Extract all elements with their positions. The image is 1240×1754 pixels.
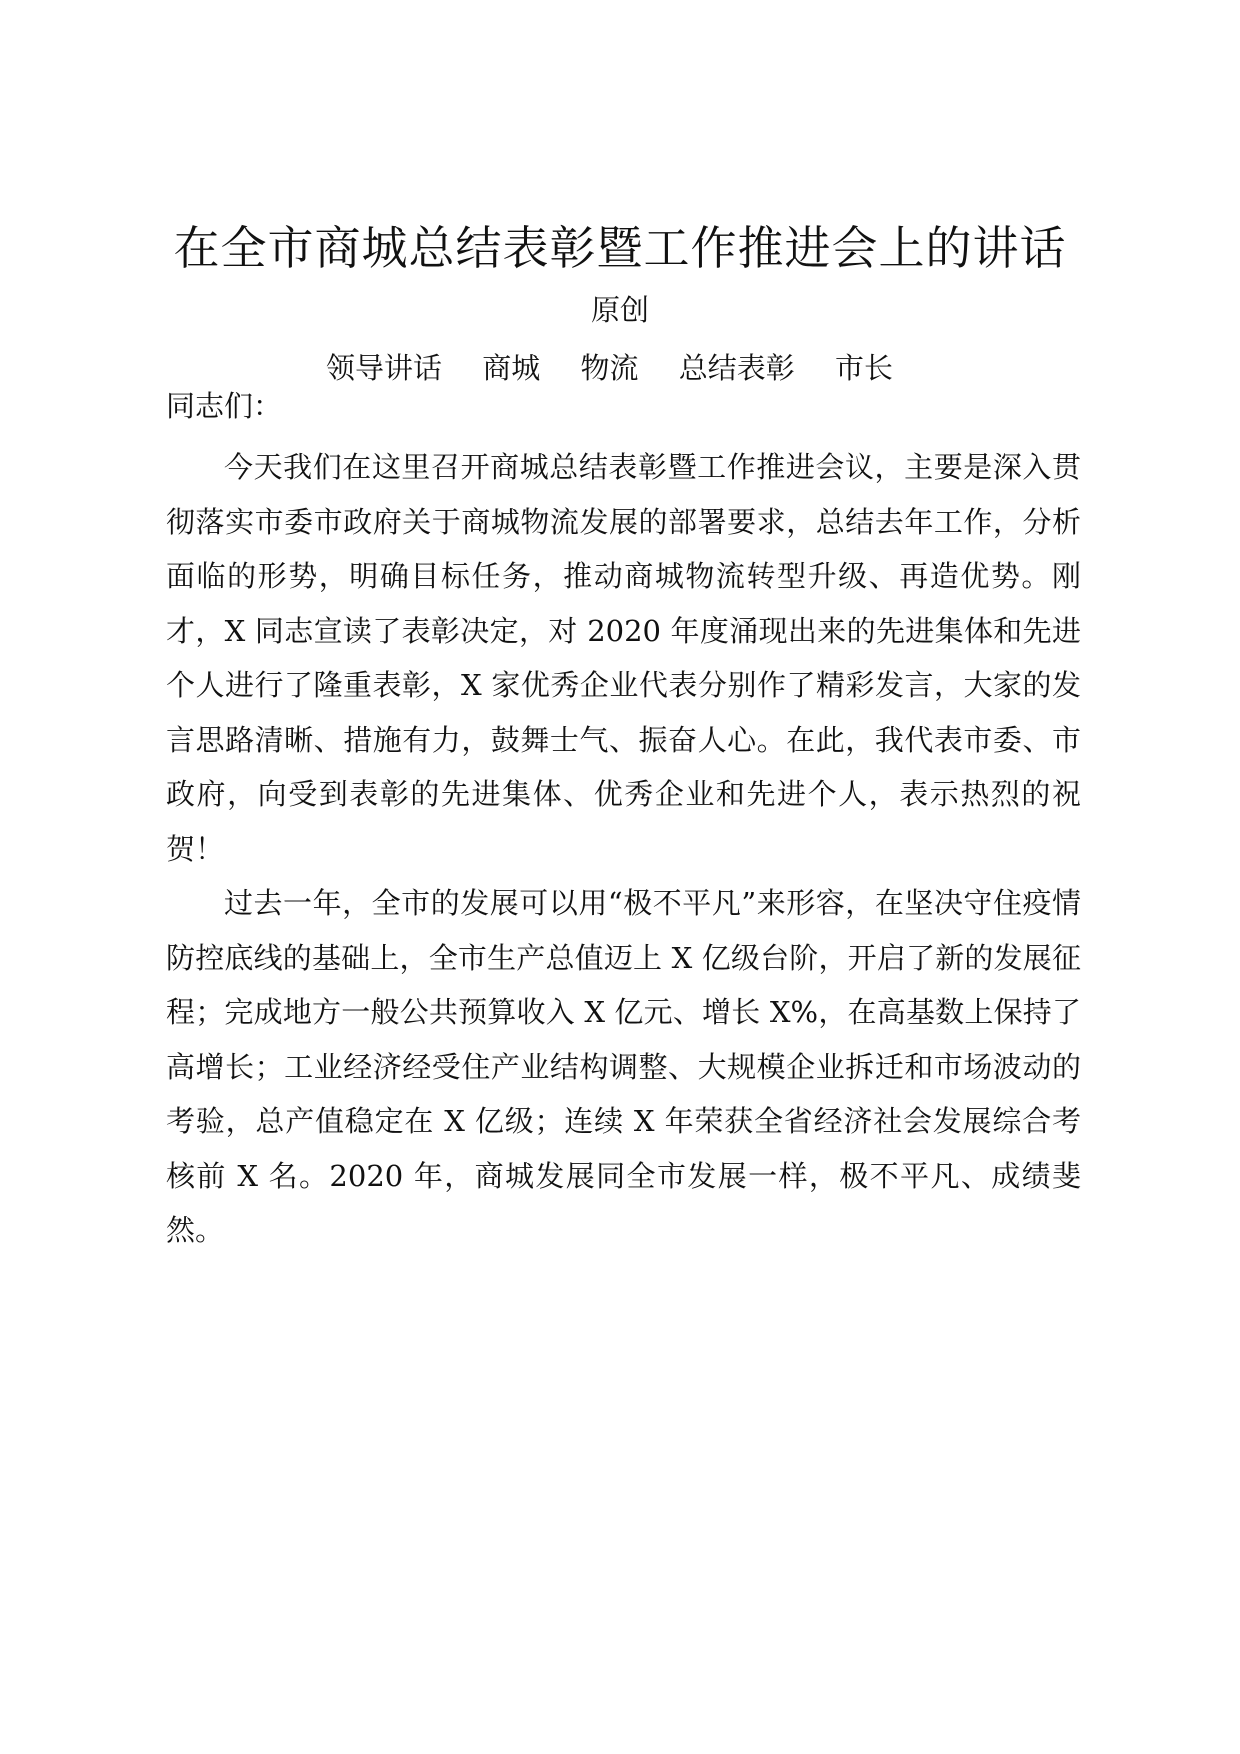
- document-subtitle: 原创: [590, 293, 649, 327]
- paragraph: 今天我们在这里召开商城总结表彰暨工作推进会议，主要是深入贯彻落实市委市政府关于商城物流发展的部署要求，总结去年工作，分析面临的形势，明确目标任务，推动商城物流转型升级、再造优势。刚才，X 同志宣读了表彰决定，对 2020 年度涌现出来的先进集体和先进个人进行了隆重表彰，X 家优秀企业代表分别作了精彩发言，大家的发言思路清晰、措施有力，鼓舞士气、振奋人心。在此，我代表市委、市政府，向受到表彰的先进集体、优秀企业和先进个人，表示热烈的祝贺！: [166, 450, 1081, 866]
- keyword-list: [326, 348, 893, 388]
- salutation: 同志们：: [166, 389, 283, 423]
- keyword-item: 市长: [834, 351, 893, 385]
- keyword-item: 物流: [580, 351, 639, 385]
- paragraph: 过去一年，全市的发展可以用“极不平凡”来形容，在坚决守住疫情防控底线的基础上，全市生产总值迈上 X 亿级台阶，开启了新的发展征程；完成地方一般公共预算收入 X 亿元、增长 X%，在高基数上保持了高增长；工业经济经受住产业结构调整、大规模企业拆迁和市场波动的考验，总产值稳定在 X 亿级；连续 X 年荣获全省经济社会发展综合考核前 X 名。2020 年，商城发展同全市发展一样，极不平凡、成绩斐然。: [166, 886, 1081, 1247]
- keyword-item: 总结表彰: [678, 351, 795, 385]
- body-text: [166, 440, 1081, 1258]
- keyword-item: 商城: [482, 351, 541, 385]
- document-title: 在全市商城总结表彰暨工作推进会上的讲话: [173, 221, 1067, 275]
- keyword-item: 领导讲话: [326, 351, 443, 385]
